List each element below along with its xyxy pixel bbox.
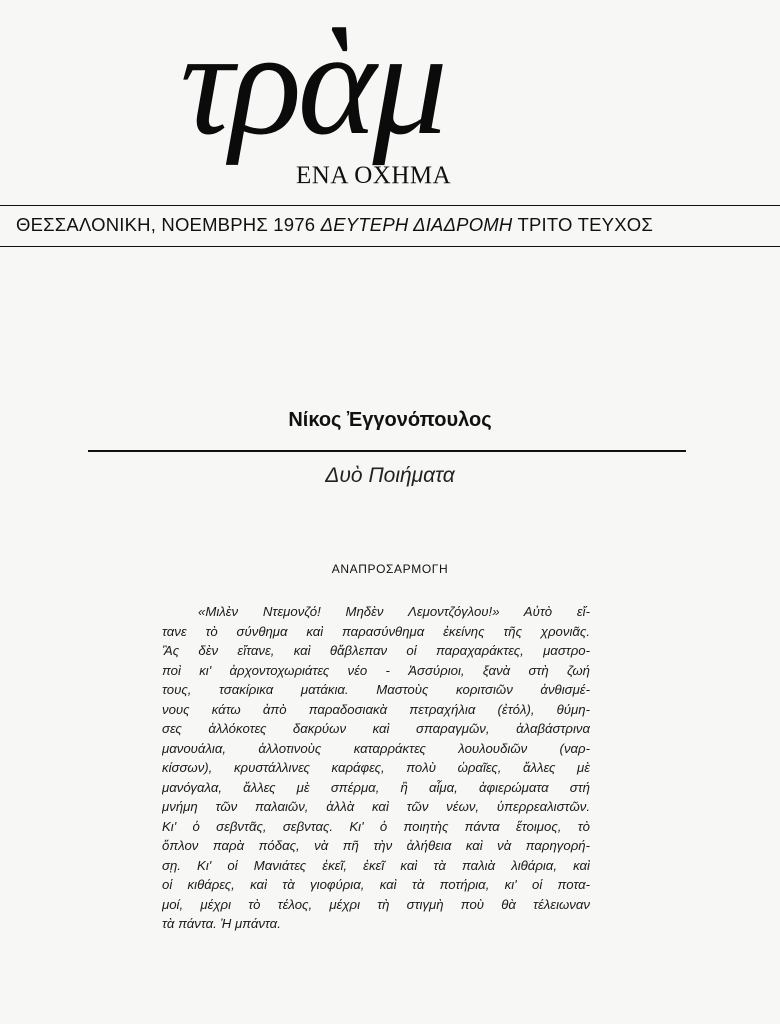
poem-line: νους κάτω ἀπὸ παραδοσιακὰ πετραχήλια (ἐτόλ), θύμη- <box>162 701 590 717</box>
article-subtitle: Δυὸ Ποιήματα <box>325 464 455 487</box>
poem-line: κίσσων), κρυστάλλινες καράφες, πολὺ ὡραῖες, ἄλλες μὲ <box>162 760 590 775</box>
poem-line: μοί, μέχρι τὸ τέλος, μέχρι τὴ στιγμὴ ποὺ θὰ τέλειωναν <box>162 896 590 912</box>
issue-route: ΔΕΥΤΕΡΗ ΔΙΑΔΡΟΜΗ <box>320 214 513 235</box>
poem-line: μανόγαλα, ἄλλες μὲ σπέρμα, ἢ αἷμα, ἀφιερώματα στή <box>162 779 590 795</box>
poem-line: Κι' ὁ σεβντᾶς, σεβντας. Κι' ὁ ποιητὴς πάντα ἕτοιμος, τὸ <box>162 818 590 834</box>
poem-line: ποὶ κι' ἀρχοντοχωριάτες νέο - Ἀσσύριοι, ξανὰ στὴ ζωή <box>162 662 590 678</box>
poem-line: τους, τσακίρικα ματάκια. Μαστοὺς κοριτσιῶν ἀνθισμέ- <box>162 682 590 697</box>
poem-line: σες ἀλλόκοτες δακρύων καὶ σπαραγμῶν, ἀλαβάστρινα <box>162 721 590 736</box>
poem-line: μανουάλια, ἀλλοτινοὺς καταρράκτες λουλουδιῶν (ναρ- <box>162 740 590 756</box>
poem-line: οἱ κιθάρες, καὶ τὰ γιοφύρια, καὶ τὰ ποτήρια, κι' οἱ ποτα- <box>162 877 590 892</box>
magazine-subtitle: ΕΝΑ ΟΧΗΜΑ <box>296 162 452 189</box>
poem-line: τανε τὸ σύνθημα καὶ παρασύνθημα ἐκείνης τῆς χρονιᾶς. <box>162 623 590 639</box>
issue-place-date: ΘΕΣΣΑΛΟΝΙΚΗ, ΝΟΕΜΒΡΗΣ 1976 <box>16 214 321 235</box>
poem-line: μνήμη τῶν παλαιῶν, ἀλλὰ καὶ τῶν νέων, ὑπερρεαλιστῶν. <box>162 799 590 814</box>
masthead-rule-top <box>0 205 780 206</box>
title-rule <box>88 450 686 452</box>
poem-line: τὰ πάντα. Ἡ μπάντα. <box>162 916 281 931</box>
issue-line <box>16 214 780 236</box>
poem-line: Ἂς δὲν εἴτανε, καὶ θἄβλεπαν οἱ παραχαράκτες, μαστρο- <box>162 643 590 658</box>
poem-line: «Μιλὲν Ντεμονζό! Μηδὲν Λεμοντζόγλου!» Αὐτὸ εἴ- <box>198 604 590 619</box>
poem-line: ὅπλον παρὰ πόδας, νὰ πῆ τὴν ἀλήθεια καὶ νὰ παρηγορή- <box>162 838 590 853</box>
masthead-rule-bottom <box>0 246 780 247</box>
article-author: Νίκος Ἐγγονόπουλος <box>288 409 492 431</box>
masthead <box>0 0 780 200</box>
poem-line: σῃ. Κι' οἱ Μανιάτες ἐκεῖ, ἐκεῖ καὶ τὰ παλιὰ λιθάρια, καὶ <box>162 857 590 873</box>
magazine-logo: τρὰμ <box>180 0 444 166</box>
poem-body <box>162 602 590 934</box>
poem-title: ΑΝΑΠΡΟΣΑΡΜΟΓΗ <box>331 562 449 576</box>
issue-number: ΤΡΙΤΟ ΤΕΥΧΟΣ <box>512 214 653 235</box>
